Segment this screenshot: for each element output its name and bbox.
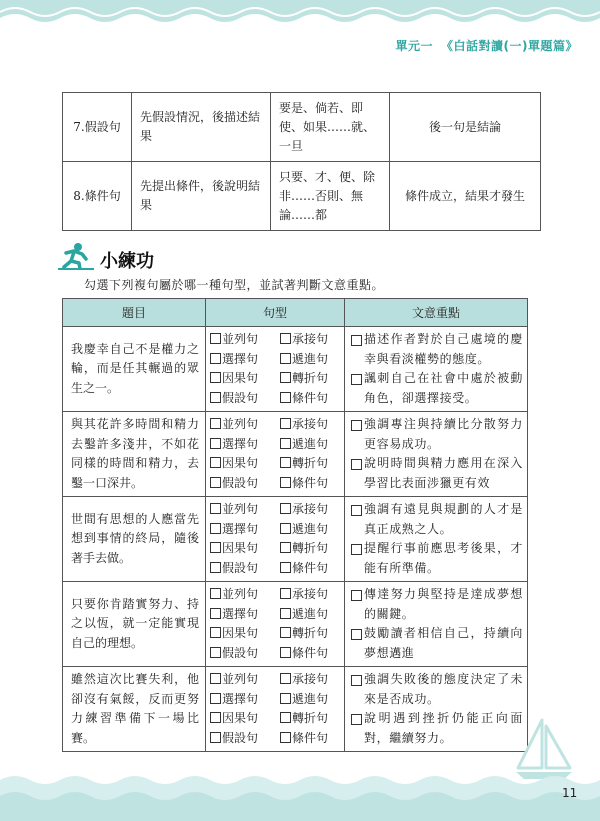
checkbox-icon[interactable]: [351, 714, 362, 725]
meaning-text: 諷刺自己在社會中處於被動角色，卻選擇接受。: [364, 371, 523, 405]
type-option[interactable]: [210, 585, 280, 605]
question-sentence: 世間有思想的人應當先想到事情的終局，隨後著手去做。: [63, 497, 206, 582]
type-option[interactable]: [210, 729, 280, 749]
meaning-choice[interactable]: [351, 330, 523, 369]
type-description: 先提出條件，後說明結果: [132, 162, 271, 231]
question-sentence: 只要你肯踏實努力、持之以恆，就一定能實現自己的理想。: [63, 582, 206, 667]
meaning-text: 傳達努力與堅持是達成夢想的關鍵。: [364, 587, 523, 621]
option-label: 假設句: [222, 730, 259, 745]
meaning-choice[interactable]: [351, 539, 523, 578]
question-sentence: 雖然這次比賽失利，他卻沒有氣餒，反而更努力練習準備下一場比賽。: [63, 667, 206, 752]
type-option[interactable]: [280, 350, 342, 370]
checkbox-icon[interactable]: [210, 693, 221, 704]
type-option[interactable]: [280, 605, 342, 625]
checkbox-icon[interactable]: [210, 542, 221, 553]
type-option[interactable]: [280, 389, 342, 409]
option-label: 並列句: [222, 332, 259, 346]
checkbox-icon[interactable]: [280, 732, 291, 743]
option-label: 因果句: [222, 711, 259, 725]
meaning-text: 說明時間與精力應用在深入學習比表面涉獵更有效: [364, 456, 523, 490]
option-label: 轉折句: [292, 711, 329, 725]
option-label: 遞進句: [292, 691, 329, 706]
option-label: 選擇句: [222, 606, 259, 621]
type-option[interactable]: [280, 474, 342, 494]
option-label: 並列句: [222, 587, 259, 601]
option-label: 並列句: [222, 672, 259, 686]
checkbox-icon[interactable]: [210, 673, 221, 684]
checkbox-icon[interactable]: [351, 675, 362, 686]
checkbox-icon[interactable]: [280, 457, 291, 468]
option-label: 選擇句: [222, 521, 259, 536]
exercise-row: [63, 497, 528, 582]
question-sentence: 與其花許多時間和精力去鑿許多淺井，不如花同樣的時間和精力，去鑿一口深井。: [63, 412, 206, 497]
checkbox-icon[interactable]: [280, 372, 291, 383]
type-option[interactable]: [210, 415, 280, 435]
type-option[interactable]: [210, 454, 280, 474]
type-option[interactable]: [210, 474, 280, 494]
meaning-options: [345, 497, 528, 582]
question-sentence: 我慶幸自己不是權力之輪，而是任其輾過的眾生之一。: [63, 327, 206, 412]
option-label: 轉折句: [292, 626, 329, 640]
meaning-text: 強調失敗後的態度決定了未來是否成功。: [364, 672, 523, 706]
exercise-row: [63, 327, 528, 412]
type-option[interactable]: [280, 644, 342, 664]
option-label: 條件句: [292, 730, 329, 745]
checkbox-icon[interactable]: [280, 608, 291, 619]
meaning-text: 強調有遠見與規劃的人才是真正成熟之人。: [364, 502, 523, 536]
unit-label: 單元一: [395, 39, 434, 53]
checkbox-icon[interactable]: [210, 647, 221, 658]
option-label: 條件句: [292, 645, 329, 660]
checkbox-icon[interactable]: [351, 374, 362, 385]
checkbox-icon[interactable]: [280, 712, 291, 723]
checkbox-icon[interactable]: [280, 392, 291, 403]
checkbox-icon[interactable]: [351, 505, 362, 516]
type-option[interactable]: [280, 709, 342, 729]
option-label: 假設句: [222, 645, 259, 660]
type-option[interactable]: [210, 435, 280, 455]
sentence-type-options: [206, 327, 345, 412]
running-header: [396, 37, 579, 54]
option-label: 因果句: [222, 626, 259, 640]
checkbox-icon[interactable]: [210, 588, 221, 599]
checkbox-icon[interactable]: [210, 712, 221, 723]
type-name: 8.條件句: [63, 162, 132, 231]
column-header-meaning: 文意重點: [345, 299, 528, 327]
exercise-table: [62, 298, 528, 752]
type-option[interactable]: [280, 415, 342, 435]
type-option[interactable]: [280, 559, 342, 579]
option-label: 遞進句: [292, 351, 329, 366]
sentence-type-options: [206, 497, 345, 582]
option-label: 假設句: [222, 390, 259, 405]
type-option[interactable]: [280, 454, 342, 474]
bottom-wave-decoration: [0, 766, 600, 821]
option-label: 遞進句: [292, 436, 329, 451]
sentence-type-table: [62, 92, 541, 231]
checkbox-icon[interactable]: [280, 353, 291, 364]
checkbox-icon[interactable]: [280, 542, 291, 553]
exercise-row: [63, 582, 528, 667]
meaning-choice[interactable]: [351, 454, 523, 493]
type-option[interactable]: [210, 539, 280, 559]
checkbox-icon[interactable]: [280, 523, 291, 534]
column-header-question: 題目: [63, 299, 206, 327]
meaning-text: 描述作者對於自己處境的慶幸與看淡權勢的態度。: [364, 332, 523, 366]
meaning-choice[interactable]: [351, 415, 523, 454]
sentence-type-options: [206, 582, 345, 667]
runner-icon: [58, 242, 94, 270]
checkbox-icon[interactable]: [351, 420, 362, 431]
type-keywords: 只要、才、便、除非……否則、無論……都: [271, 162, 390, 231]
option-label: 選擇句: [222, 436, 259, 451]
checkbox-icon[interactable]: [280, 627, 291, 638]
checkbox-icon[interactable]: [210, 503, 221, 514]
checkbox-icon[interactable]: [210, 523, 221, 534]
type-name: 7.假設句: [63, 93, 132, 162]
type-option[interactable]: [210, 520, 280, 540]
meaning-options: [345, 667, 528, 752]
type-option[interactable]: [280, 690, 342, 710]
option-label: 轉折句: [292, 541, 329, 555]
option-label: 假設句: [222, 560, 259, 575]
checkbox-icon[interactable]: [210, 477, 221, 488]
checkbox-icon[interactable]: [280, 647, 291, 658]
option-label: 因果句: [222, 456, 259, 470]
option-label: 條件句: [292, 560, 329, 575]
meaning-text: 鼓勵讀者相信自己，持續向夢想邁進: [364, 626, 523, 660]
exercise-row: [63, 412, 528, 497]
type-option[interactable]: [210, 559, 280, 579]
option-label: 並列句: [222, 502, 259, 516]
checkbox-icon[interactable]: [210, 392, 221, 403]
type-option[interactable]: [210, 644, 280, 664]
type-option[interactable]: [210, 330, 280, 350]
type-option[interactable]: [280, 585, 342, 605]
meaning-text: 強調專注與持續比分散努力更容易成功。: [364, 417, 523, 451]
option-label: 選擇句: [222, 691, 259, 706]
page-number: 11: [562, 786, 578, 800]
instruction-text: 勾選下列複句屬於哪一種句型，並試著判斷文意重點。: [84, 278, 385, 292]
checkbox-icon[interactable]: [280, 333, 291, 344]
option-label: 假設句: [222, 475, 259, 490]
option-label: 承接句: [292, 587, 329, 601]
type-option[interactable]: [210, 389, 280, 409]
meaning-choice[interactable]: [351, 585, 523, 624]
option-label: 轉折句: [292, 371, 329, 385]
table-row: [63, 93, 541, 162]
checkbox-icon[interactable]: [210, 627, 221, 638]
option-label: 選擇句: [222, 351, 259, 366]
meaning-options: [345, 327, 528, 412]
type-option[interactable]: [280, 500, 342, 520]
type-option[interactable]: [280, 539, 342, 559]
option-label: 遞進句: [292, 606, 329, 621]
meaning-choice[interactable]: [351, 670, 523, 709]
checkbox-icon[interactable]: [280, 418, 291, 429]
checkbox-icon[interactable]: [280, 673, 291, 684]
type-option[interactable]: [280, 520, 342, 540]
checkbox-icon[interactable]: [280, 438, 291, 449]
checkbox-icon[interactable]: [351, 459, 362, 470]
meaning-choice[interactable]: [351, 369, 523, 408]
checkbox-icon[interactable]: [351, 629, 362, 640]
type-option[interactable]: [280, 435, 342, 455]
type-note: 條件成立，結果才發生: [390, 162, 541, 231]
checkbox-icon[interactable]: [210, 438, 221, 449]
checkbox-icon[interactable]: [210, 372, 221, 383]
option-label: 承接句: [292, 672, 329, 686]
sentence-type-options: [206, 667, 345, 752]
type-option[interactable]: [210, 690, 280, 710]
type-option[interactable]: [210, 369, 280, 389]
checkbox-icon[interactable]: [210, 732, 221, 743]
type-option[interactable]: [280, 369, 342, 389]
option-label: 條件句: [292, 390, 329, 405]
checkbox-icon[interactable]: [210, 562, 221, 573]
type-option[interactable]: [280, 729, 342, 749]
checkbox-icon[interactable]: [210, 418, 221, 429]
type-option[interactable]: [210, 624, 280, 644]
checkbox-icon[interactable]: [351, 544, 362, 555]
type-option[interactable]: [210, 500, 280, 520]
top-wave-decoration: [0, 0, 600, 30]
checkbox-icon[interactable]: [351, 335, 362, 346]
option-label: 承接句: [292, 332, 329, 346]
checkbox-icon[interactable]: [280, 477, 291, 488]
table-header-row: [63, 299, 528, 327]
option-label: 承接句: [292, 502, 329, 516]
option-label: 因果句: [222, 371, 259, 385]
type-option[interactable]: [210, 670, 280, 690]
section-title: 小練功: [100, 251, 154, 272]
meaning-choice[interactable]: [351, 709, 523, 748]
option-label: 承接句: [292, 417, 329, 431]
exercise-row: [63, 667, 528, 752]
checkbox-icon[interactable]: [280, 588, 291, 599]
checkbox-icon[interactable]: [210, 608, 221, 619]
meaning-choice[interactable]: [351, 500, 523, 539]
checkbox-icon[interactable]: [210, 457, 221, 468]
meaning-text: 提醒行事前應思考後果，才能有所準備。: [364, 541, 523, 575]
option-label: 條件句: [292, 475, 329, 490]
option-label: 因果句: [222, 541, 259, 555]
checkbox-icon[interactable]: [210, 353, 221, 364]
type-option[interactable]: [280, 670, 342, 690]
column-header-type: 句型: [206, 299, 345, 327]
checkbox-icon[interactable]: [280, 503, 291, 514]
type-option[interactable]: [210, 350, 280, 370]
checkbox-icon[interactable]: [280, 693, 291, 704]
type-description: 先假設情況，後描述結果: [132, 93, 271, 162]
meaning-text: 說明遇到挫折仍能正向面對，繼續努力。: [364, 711, 523, 745]
type-note: 後一句是結論: [390, 93, 541, 162]
unit-topic: 《白話對讀(一)單題篇》: [441, 39, 578, 53]
type-keywords: 要是、倘若、即使、如果……就、一旦: [271, 93, 390, 162]
type-option[interactable]: [280, 330, 342, 350]
meaning-choice[interactable]: [351, 624, 523, 663]
type-option[interactable]: [210, 605, 280, 625]
sentence-type-options: [206, 412, 345, 497]
checkbox-icon[interactable]: [210, 333, 221, 344]
type-option[interactable]: [280, 624, 342, 644]
checkbox-icon[interactable]: [280, 562, 291, 573]
option-label: 轉折句: [292, 456, 329, 470]
checkbox-icon[interactable]: [351, 590, 362, 601]
option-label: 遞進句: [292, 521, 329, 536]
meaning-options: [345, 582, 528, 667]
type-option[interactable]: [210, 709, 280, 729]
meaning-options: [345, 412, 528, 497]
table-row: [63, 162, 541, 231]
option-label: 並列句: [222, 417, 259, 431]
